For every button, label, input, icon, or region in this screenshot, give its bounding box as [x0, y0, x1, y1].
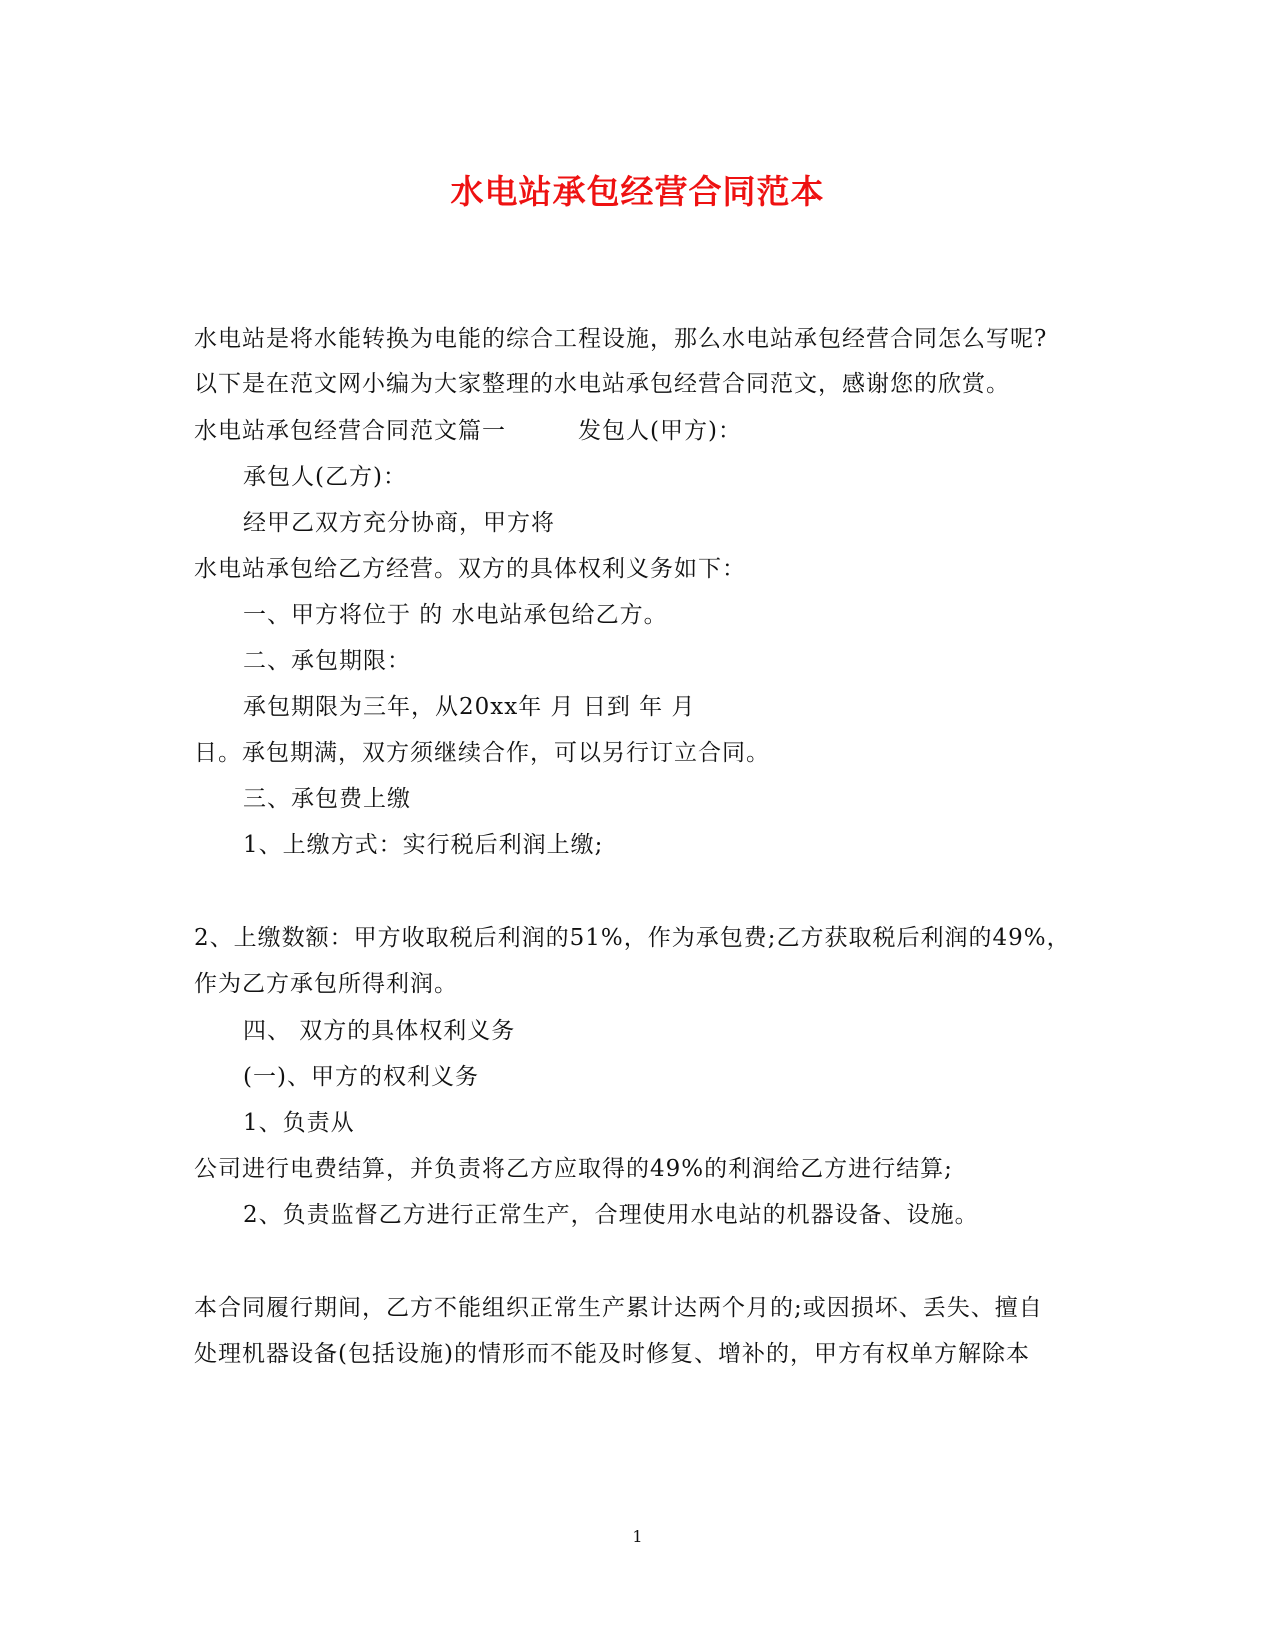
- paragraph-line: 水电站承包给乙方经营。双方的具体权利义务如下：: [194, 556, 746, 582]
- paragraph-line: 二、承包期限：: [243, 648, 411, 674]
- paragraph-line: 以下是在范文网小编为大家整理的水电站承包经营合同范文，感谢您的欣赏。: [194, 371, 1010, 397]
- paragraph-line: 2、负责监督乙方进行正常生产，合理使用水电站的机器设备、设施。: [243, 1202, 979, 1228]
- paragraph-line: 承包期限为三年，从20xx年 月 日到 年 月: [243, 694, 696, 720]
- paragraph-line: 日。承包期满，双方须继续合作，可以另行订立合同。: [194, 740, 770, 766]
- paragraph-line: 1、负责从: [243, 1110, 355, 1136]
- document-title: 水电站承包经营合同范本: [450, 172, 825, 211]
- paragraph-line: 1、上缴方式：实行税后利润上缴;: [243, 832, 604, 858]
- paragraph-line: 三、承包费上缴: [243, 786, 411, 812]
- paragraph-line: (一)、甲方的权利义务: [243, 1064, 479, 1090]
- page-number: 1: [632, 1527, 643, 1546]
- paragraph-line: 水电站承包经营合同范文篇一 发包人(甲方)：: [194, 418, 742, 444]
- paragraph-line: 水电站是将水能转换为电能的综合工程设施，那么水电站承包经营合同怎么写呢?: [194, 326, 1048, 352]
- paragraph-line: 处理机器设备(包括设施)的情形而不能及时修复、增补的，甲方有权单方解除本: [194, 1341, 1030, 1367]
- paragraph-line: 公司进行电费结算，并负责将乙方应取得的49%的利润给乙方进行结算;: [194, 1156, 953, 1182]
- paragraph-line: 本合同履行期间，乙方不能组织正常生产累计达两个月的;或因损坏、丢失、擅自: [194, 1295, 1043, 1321]
- paragraph-line: 承包人(乙方)：: [243, 464, 407, 490]
- paragraph-line: 四、 双方的具体权利义务: [243, 1018, 516, 1044]
- paragraph-line: 一、甲方将位于 的 水电站承包给乙方。: [243, 602, 668, 628]
- paragraph-line: 作为乙方承包所得利润。: [194, 971, 458, 997]
- paragraph-line: 经甲乙双方充分协商，甲方将: [243, 510, 555, 536]
- paragraph-line: 2、上缴数额：甲方收取税后利润的51%，作为承包费;乙方获取税后利润的49%，: [194, 925, 1071, 951]
